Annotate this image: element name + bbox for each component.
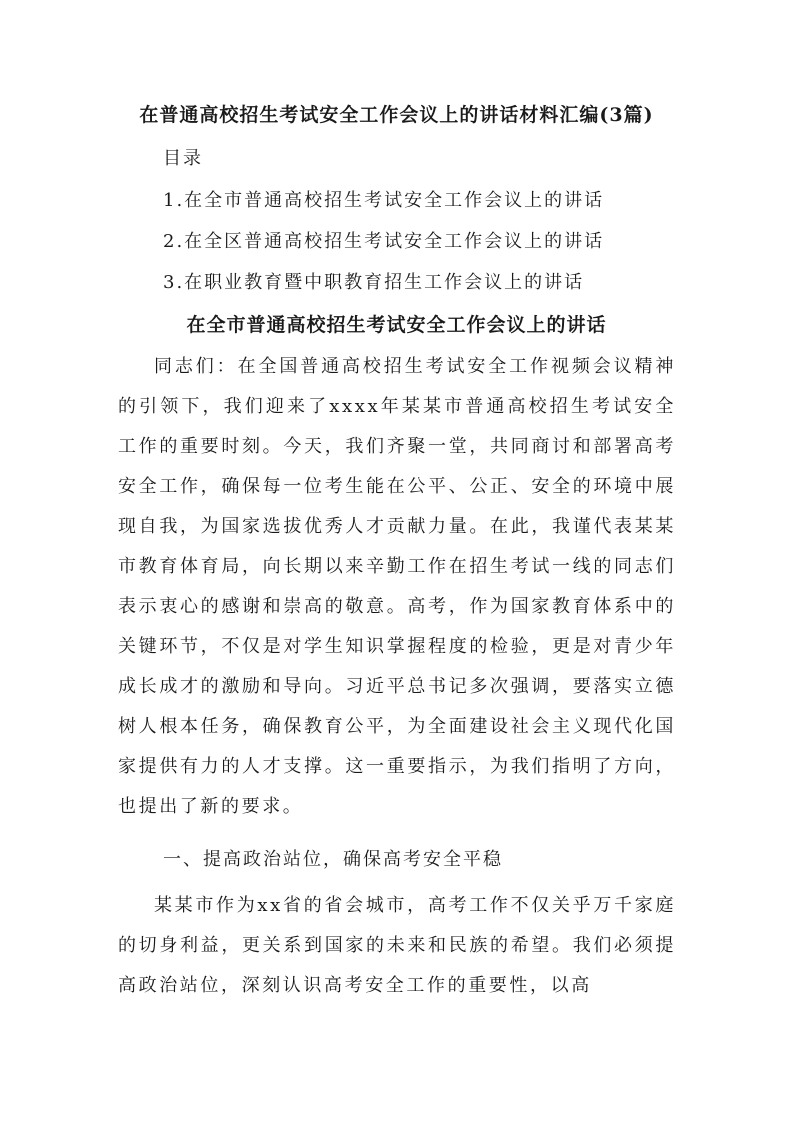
toc-item-3: 3.在职业教育暨中职教育招生工作会议上的讲话 <box>163 272 585 293</box>
body-paragraph-2: 某某市作为xx省的省会城市，高考工作不仅关乎万千家庭的切身利益，更关系到国家的未来和民族的希望。我们必须提高政治站位，深刻认识高考安全工作的重要性，以高 <box>118 895 676 996</box>
toc-heading: 目录 <box>163 148 203 169</box>
document-title: 在普通高校招生考试安全工作会议上的讲话材料汇编(3篇) <box>139 104 654 126</box>
toc-item-1: 1.在全市普通高校招生考试安全工作会议上的讲话 <box>163 190 605 211</box>
section-subheading-1: 一、提高政治站位，确保高考安全平稳 <box>163 849 503 870</box>
section-title: 在全市普通高校招生考试安全工作会议上的讲话 <box>186 314 607 336</box>
toc-item-2: 2.在全区普通高校招生考试安全工作会议上的讲话 <box>163 231 605 252</box>
body-paragraph-1: 同志们：在全国普通高校招生考试安全工作视频会议精神的引领下，我们迎来了xxxx年某某市普通高校招生考试安全工作的重要时刻。今天，我们齐聚一堂，共同商讨和部署高考安全工作，确保每一位考生能在公平、公正、安全的环境中展现自我，为国家选拔优秀人才贡献力量。在此，我谨代表某某市教育体育局，向长期以来辛勤工作在招生考试一线的同志们表示衷心的感谢和崇高的敬意。高考，作为国家教育体系中的关键环节，不仅是对学生知识掌握程度的检验，更是对青少年成长成才的激励和导向。习近平总书记多次强调，要落实立德树人根本任务，确保教育公平，为全面建设社会主义现代化国家提供有力的人才支撑。这一重要指示，为我们指明了方向，也提出了新的要求。 <box>118 356 676 817</box>
